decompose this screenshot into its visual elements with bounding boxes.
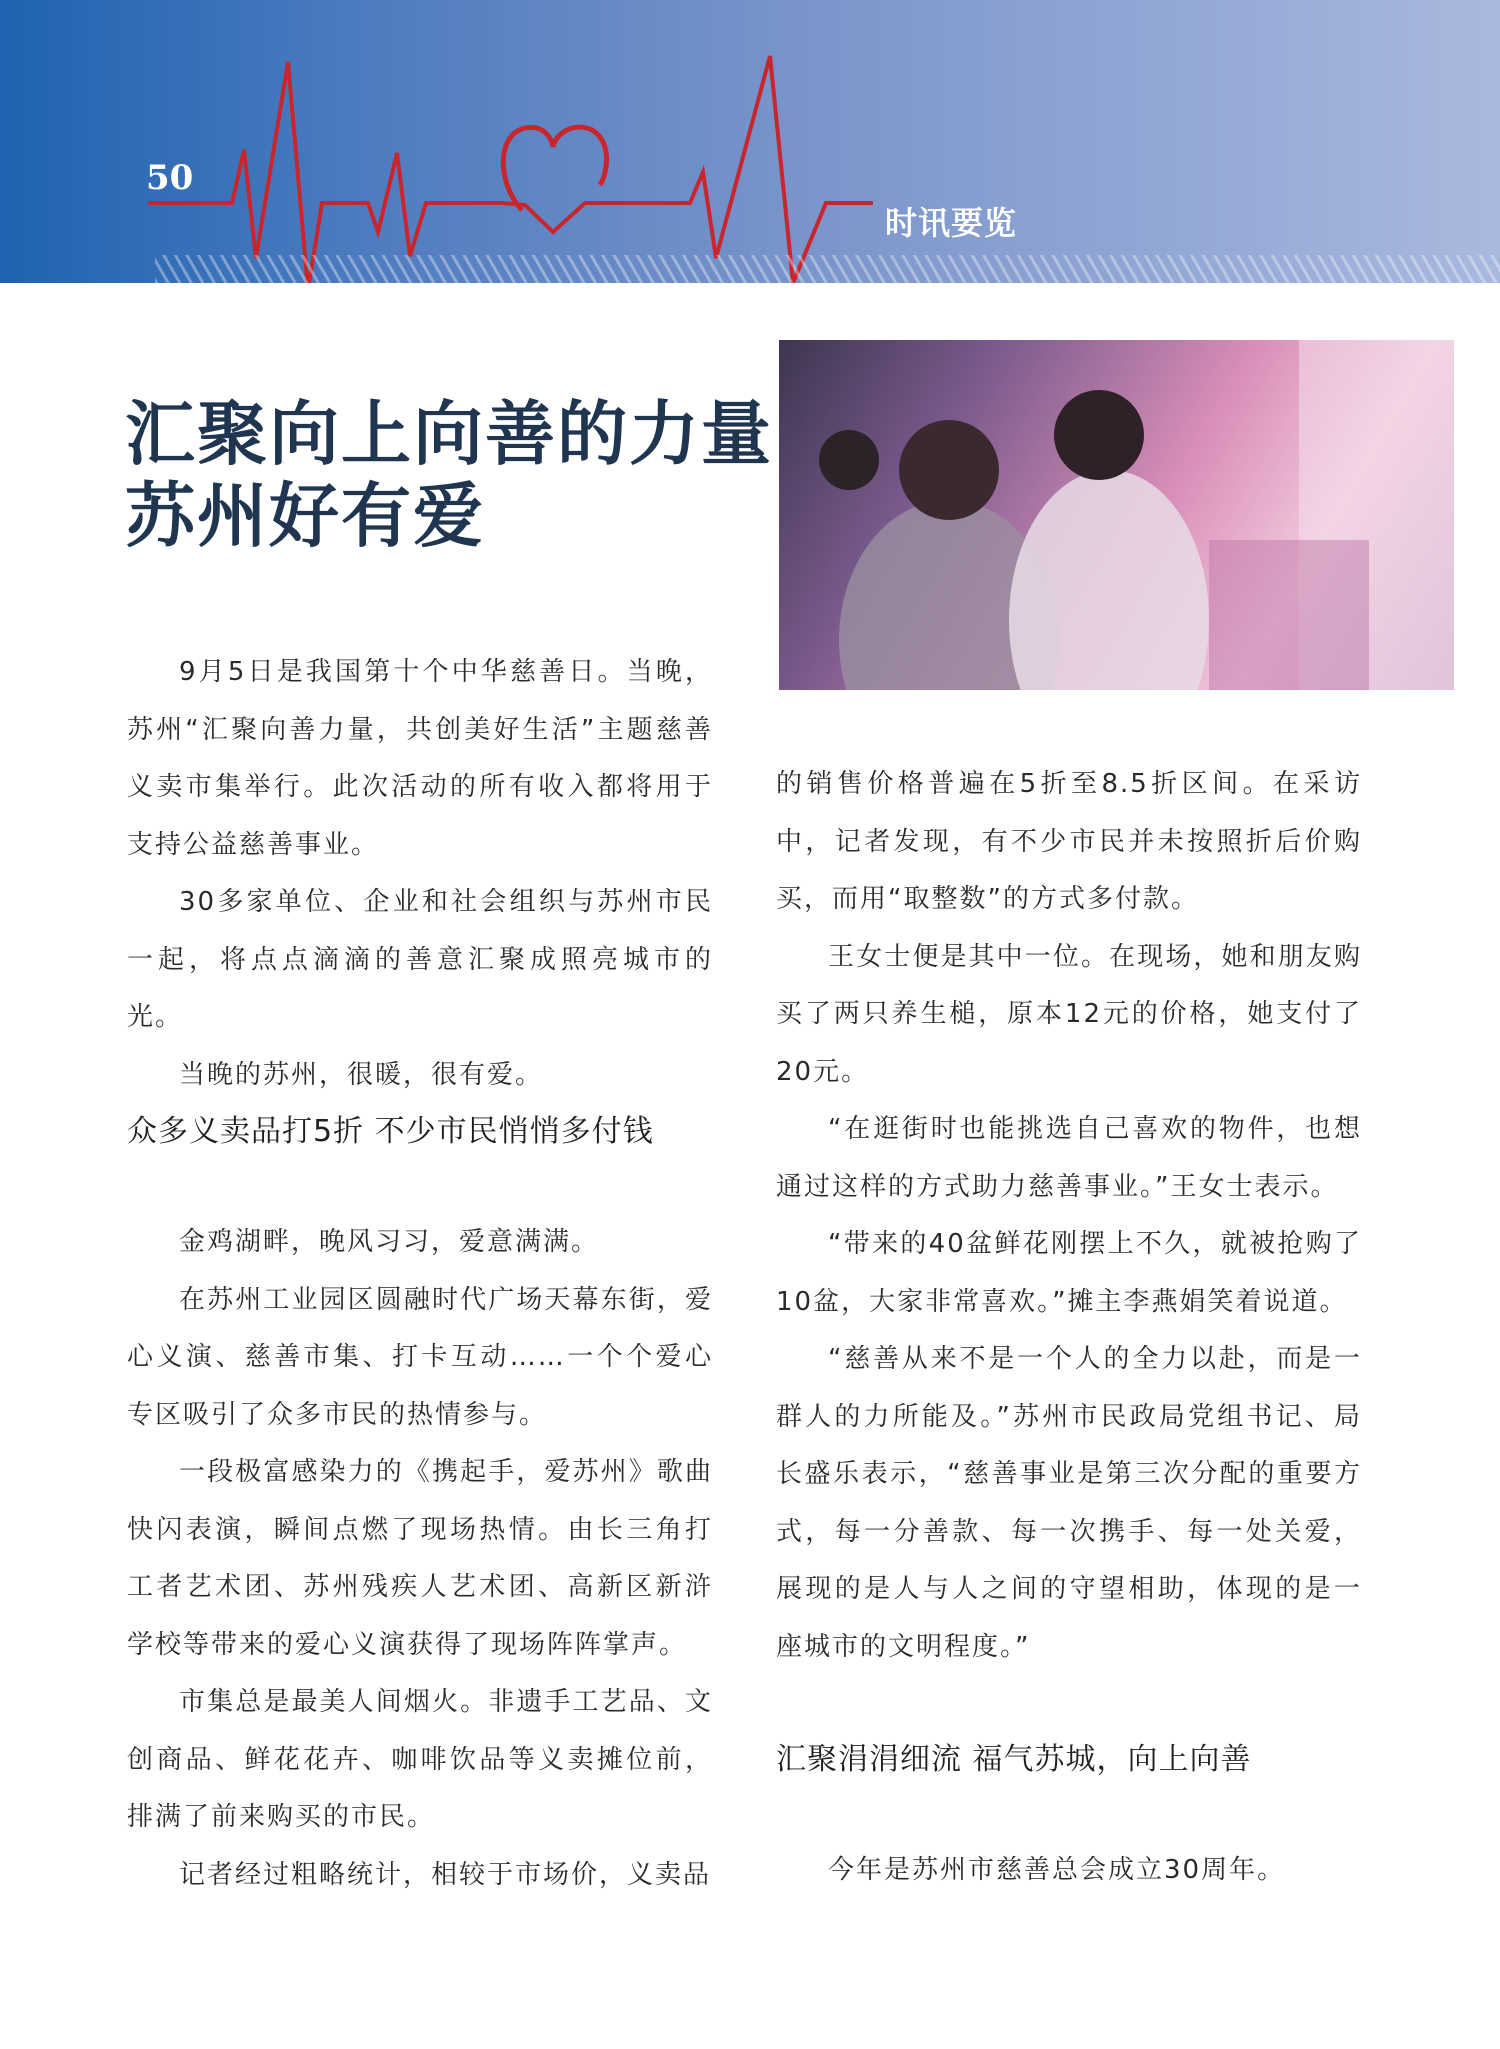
paragraph: 当晚的苏州，很暖，很有爱。 <box>179 1059 544 1090</box>
left-column-2 <box>127 1214 713 1904</box>
paragraph: 30多家单位、企业和社会组织与苏州市民一起，将点点滴滴的善意汇聚成照亮城市的光。 <box>127 887 713 1032</box>
paragraph: “慈善从来不是一个人的全力以赴，而是一群人的力所能及。”苏州市民政局党组书记、局长盛乐表示，“慈善事业是第三次分配的重要方式，每一分善款、每一次携手、每一处关爱，展现的是人与人之间的守望相助，体现的是一座城市的文明程度。” <box>776 1344 1362 1662</box>
title-line: 汇聚向上向善的力量 <box>125 393 773 475</box>
paragraph: 市集总是最美人间烟火。非遗手工艺品、文创商品、鲜花花卉、咖啡饮品等义卖摊位前，排满了前来购买的市民。 <box>127 1687 713 1832</box>
paragraph: “在逛街时也能挑选自己喜欢的物件，也想通过这样的方式助力慈善事业。”王女士表示。 <box>776 1114 1362 1202</box>
page-number: 50 <box>146 158 194 198</box>
paragraph: “带来的40盆鲜花刚摆上不久，就被抢购了10盆，大家非常喜欢。”摊主李燕娟笑着说道。 <box>776 1229 1362 1317</box>
paragraph: 金鸡湖畔，晚风习习，爱意满满。 <box>179 1227 600 1257</box>
paragraph: 王女士便是其中一位。在现场，她和朋友购买了两只养生槌，原本12元的价格，她支付了20元。 <box>776 941 1362 1087</box>
heartbeat-heart-icon <box>0 0 1500 283</box>
title-line: 苏州好有爱 <box>125 475 485 557</box>
section-title: 时讯要览 <box>885 204 1018 242</box>
paragraph: 9月5日是我国第十个中华慈善日。当晚，苏州“汇聚向善力量，共创美好生活”主题慈善义卖市集举行。此次活动的所有收入都将用于支持公益慈善事业。 <box>127 657 713 860</box>
article-photo <box>779 340 1454 690</box>
charity-market-photo-icon <box>779 340 1454 690</box>
header-stripes <box>155 255 1500 283</box>
paragraph: 记者经过粗略统计，相较于市场价，义卖品 <box>179 1859 712 1890</box>
right-column-2 <box>776 1842 1362 1900</box>
paragraph: 在苏州工业园区圆融时代广场天幕东街，爱心义演、慈善市集、打卡互动……一个个爱心专区吸引了众多市民的热情参与。 <box>127 1284 713 1430</box>
page-header <box>0 0 1500 283</box>
paragraph-continuation: 的销售价格普遍在5折至8.5折区间。在采访中，记者发现，有不少市民并未按照折后价购买，而用“取整数”的方式多付款。 <box>776 769 1362 914</box>
left-column <box>127 644 713 1104</box>
paragraph: 一段极富感染力的《携起手，爱苏州》歌曲快闪表演，瞬间点燃了现场热情。由长三角打工者艺术团、苏州残疾人艺术团、高新区新浒学校等带来的爱心义演获得了现场阵阵掌声。 <box>127 1457 713 1660</box>
section-heading: 众多义卖品打5折 不少市民悄悄多付钱 <box>127 1114 654 1149</box>
paragraph: 今年是苏州市慈善总会成立30周年。 <box>828 1855 1286 1885</box>
section-heading: 汇聚涓涓细流 福气苏城，向上向善 <box>776 1742 1252 1777</box>
right-column <box>776 756 1362 1676</box>
article-title <box>125 393 773 557</box>
